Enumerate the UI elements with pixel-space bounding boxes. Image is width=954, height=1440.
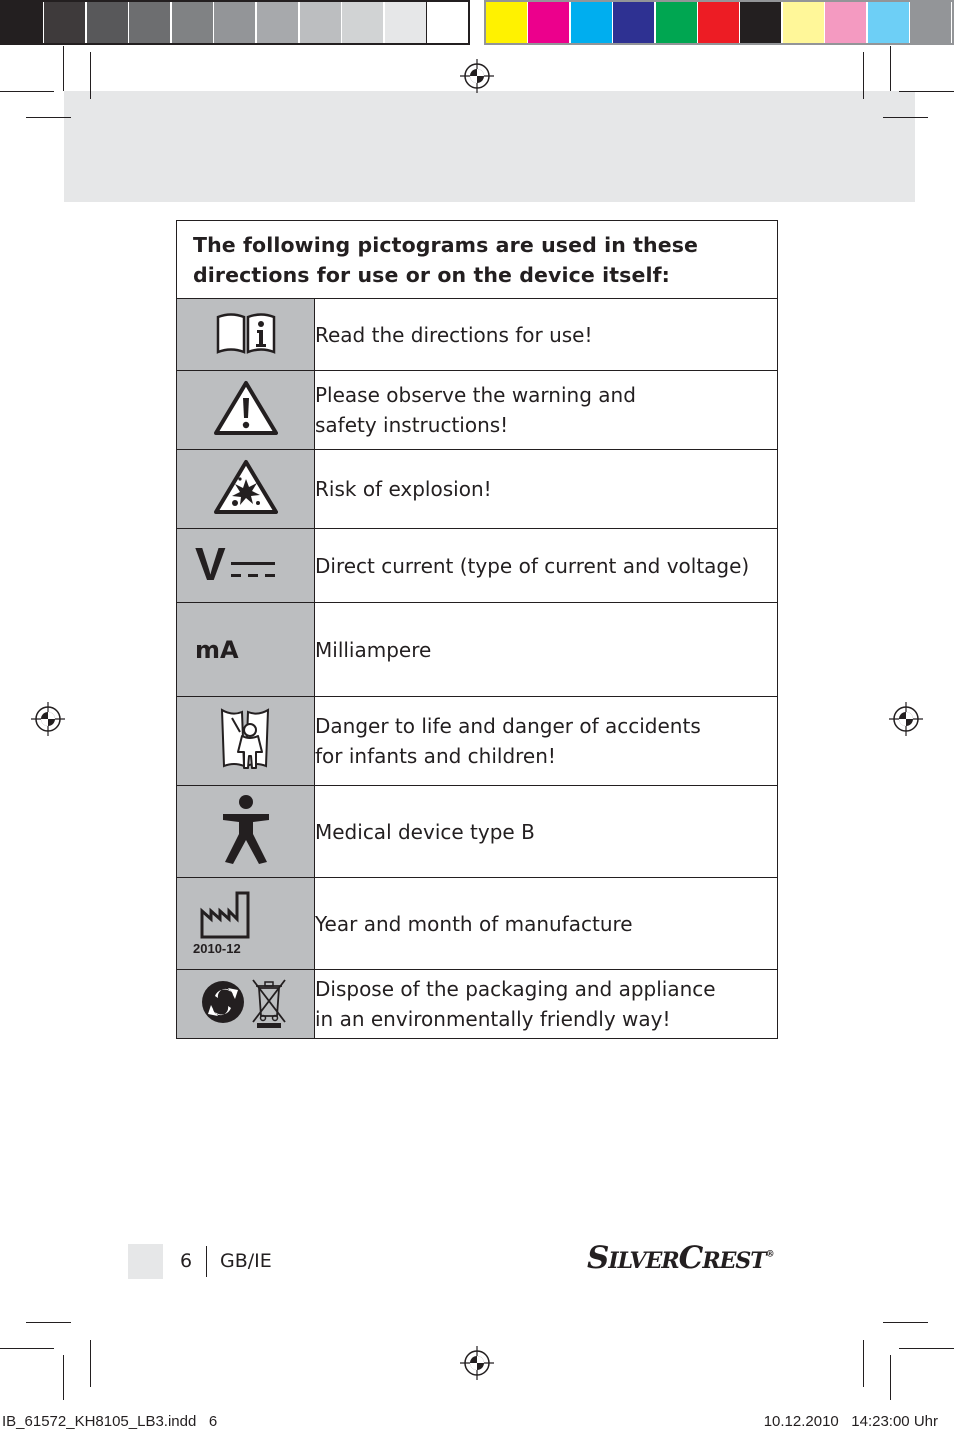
crop-mark bbox=[63, 46, 64, 91]
registration-mark-icon bbox=[31, 702, 65, 736]
table-cell-description bbox=[315, 970, 778, 1039]
table-row bbox=[177, 529, 778, 603]
description-line: safety instructions! bbox=[315, 413, 509, 437]
color-bar-frame bbox=[484, 0, 954, 45]
print-slug-timestamp: 10.12.2010 14:23:00 Uhr bbox=[763, 1413, 938, 1430]
brand-logo-s: S bbox=[587, 1240, 609, 1276]
table-cell-icon bbox=[177, 371, 315, 450]
table-cell-description bbox=[315, 450, 778, 529]
description-line: Milliampere bbox=[315, 637, 432, 662]
table-cell-icon bbox=[177, 970, 315, 1039]
table-row bbox=[177, 603, 778, 697]
crop-mark bbox=[883, 117, 928, 118]
pictogram-table bbox=[176, 220, 778, 1039]
crop-mark bbox=[63, 1355, 64, 1400]
type-b-person-icon bbox=[221, 794, 271, 866]
color-bar-frame bbox=[0, 0, 470, 45]
brand-logo-c: C bbox=[678, 1240, 703, 1276]
footer-divider bbox=[206, 1246, 207, 1277]
description-line: Direct current (type of current and voltage) bbox=[315, 553, 750, 578]
manufacture-date: 2010-12 bbox=[193, 941, 241, 956]
crop-mark bbox=[90, 1340, 91, 1387]
registration-mark-icon bbox=[460, 59, 494, 93]
table-header-row bbox=[177, 221, 778, 299]
crop-mark bbox=[890, 1355, 891, 1400]
table-cell-icon bbox=[177, 878, 315, 970]
brand-logo bbox=[587, 1240, 774, 1276]
milliampere-symbol: mA bbox=[195, 635, 239, 664]
description-line: in an environmentally friendly way! bbox=[315, 1007, 671, 1031]
manual-info-icon bbox=[215, 310, 277, 356]
table-cell-description bbox=[315, 371, 778, 450]
table-cell-icon bbox=[177, 697, 315, 786]
crop-mark bbox=[899, 1348, 954, 1349]
description-line: Medical device type B bbox=[315, 819, 535, 844]
description-line: Please observe the warning and bbox=[315, 383, 636, 407]
explosion-warning-icon bbox=[214, 459, 278, 515]
crop-mark bbox=[863, 1340, 864, 1387]
table-header: The following pictograms are used in these directions for use or on the device itself: bbox=[177, 221, 778, 299]
crop-mark bbox=[26, 1322, 71, 1323]
child-danger-icon bbox=[218, 706, 274, 772]
print-slug-file: IB_61572_KH8105_LB3.indd 6 bbox=[2, 1413, 218, 1430]
table-cell-icon bbox=[177, 529, 315, 603]
table-row bbox=[177, 450, 778, 529]
volt-symbol: V bbox=[195, 537, 226, 590]
brand-logo-ilver: ILVER bbox=[608, 1248, 679, 1274]
crop-mark bbox=[890, 46, 891, 91]
table-cell-description bbox=[315, 697, 778, 786]
crop-mark bbox=[863, 52, 864, 99]
table-row bbox=[177, 697, 778, 786]
crop-mark bbox=[0, 91, 54, 92]
recycling-disposal-icon bbox=[201, 976, 291, 1028]
warning-triangle-icon bbox=[214, 380, 278, 436]
table-row bbox=[177, 970, 778, 1039]
table-cell-icon bbox=[177, 299, 315, 371]
description-line: Risk of explosion! bbox=[315, 477, 492, 501]
table-cell-description bbox=[315, 786, 778, 878]
table-cell-icon bbox=[177, 786, 315, 878]
crop-mark bbox=[899, 91, 954, 92]
table-cell-icon bbox=[177, 450, 315, 529]
registration-mark-icon bbox=[889, 702, 923, 736]
page-number: 6 bbox=[180, 1250, 193, 1272]
language-code: GB/IE bbox=[220, 1250, 272, 1272]
table-row bbox=[177, 371, 778, 450]
description-line: Danger to life and danger of accidents bbox=[315, 714, 701, 738]
table-cell-icon bbox=[177, 603, 315, 697]
color-calibration-bar bbox=[0, 0, 954, 46]
header-band bbox=[64, 91, 915, 202]
footer-tab-box bbox=[128, 1244, 163, 1279]
crop-mark bbox=[883, 1322, 928, 1323]
manufacture-factory-icon bbox=[199, 891, 251, 939]
table-cell-description bbox=[315, 529, 778, 603]
direct-current-icon bbox=[195, 537, 279, 590]
crop-mark bbox=[26, 117, 71, 118]
registered-trademark: ® bbox=[765, 1249, 774, 1260]
brand-logo-rest: REST bbox=[702, 1248, 766, 1274]
table-cell-description bbox=[315, 878, 778, 970]
description-line: Dispose of the packaging and appliance bbox=[315, 977, 716, 1001]
description-line: Read the directions for use! bbox=[315, 322, 593, 347]
table-cell-description bbox=[315, 603, 778, 697]
table-row bbox=[177, 786, 778, 878]
crop-mark bbox=[0, 1348, 54, 1349]
description-line: Year and month of manufacture bbox=[315, 911, 633, 936]
crop-mark bbox=[90, 52, 91, 99]
table-row bbox=[177, 878, 778, 970]
description-line: for infants and children! bbox=[315, 744, 556, 768]
table-row bbox=[177, 299, 778, 371]
table-cell-description bbox=[315, 299, 778, 371]
registration-mark-icon bbox=[460, 1346, 494, 1380]
